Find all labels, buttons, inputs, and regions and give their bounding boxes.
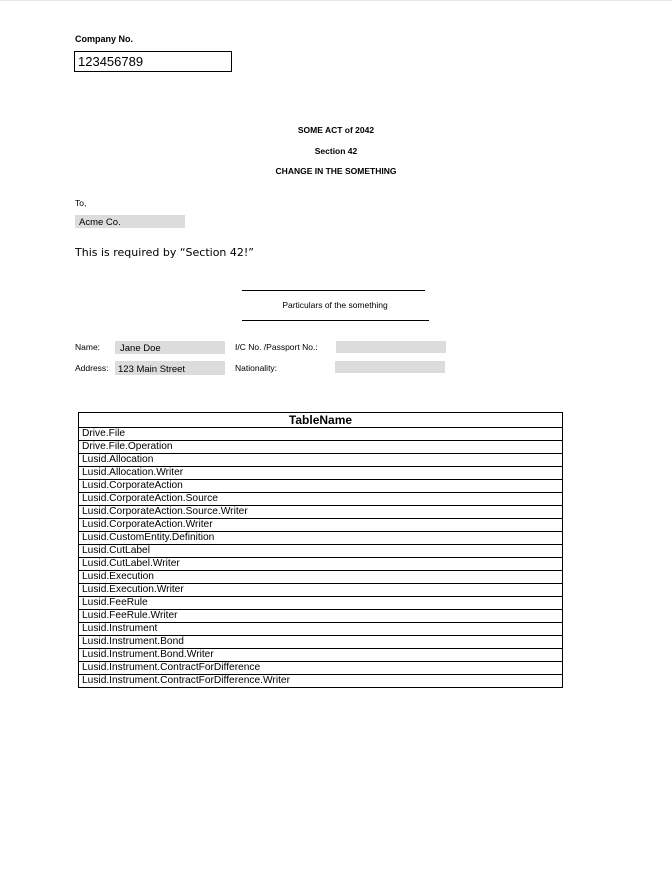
particulars-bottom-rule bbox=[242, 320, 429, 321]
table-cell: Lusid.Instrument.Bond.Writer bbox=[79, 649, 563, 662]
table-row bbox=[79, 584, 563, 597]
name-label: Name: bbox=[75, 342, 101, 352]
table-cell: Lusid.CutLabel.Writer bbox=[79, 558, 563, 571]
table-cell: Lusid.CorporateAction.Source.Writer bbox=[79, 506, 563, 519]
table-cell: Drive.File.Operation bbox=[79, 441, 563, 454]
table-row bbox=[79, 610, 563, 623]
table-cell: Lusid.Instrument.ContractForDifference bbox=[79, 662, 563, 675]
table-row bbox=[79, 441, 563, 454]
table-header-cell: TableName bbox=[79, 413, 563, 428]
page-top-border bbox=[0, 0, 672, 1]
required-statement: This is required by “Section 42!” bbox=[75, 246, 255, 259]
table-row bbox=[79, 571, 563, 584]
address-label: Address: bbox=[75, 363, 109, 373]
particulars-top-rule bbox=[242, 290, 425, 291]
table-cell: Lusid.Execution.Writer bbox=[79, 584, 563, 597]
table-row bbox=[79, 493, 563, 506]
table-row bbox=[79, 454, 563, 467]
table-names-table bbox=[78, 412, 563, 688]
table-cell: Lusid.CutLabel bbox=[79, 545, 563, 558]
table-row bbox=[79, 506, 563, 519]
table-cell: Lusid.Execution bbox=[79, 571, 563, 584]
table-cell: Lusid.CorporateAction.Source bbox=[79, 493, 563, 506]
nationality-field[interactable] bbox=[335, 361, 445, 373]
table-cell: Lusid.CorporateAction bbox=[79, 480, 563, 493]
particulars-title: Particulars of the something bbox=[282, 300, 388, 310]
recipient-label: To, bbox=[75, 198, 87, 208]
table-cell: Lusid.FeeRule.Writer bbox=[79, 610, 563, 623]
table-cell: Lusid.Instrument bbox=[79, 623, 563, 636]
table-cell: Lusid.Instrument.Bond bbox=[79, 636, 563, 649]
company-number-field[interactable]: 123456789 bbox=[74, 51, 232, 72]
table-cell: Lusid.CustomEntity.Definition bbox=[79, 532, 563, 545]
table-row bbox=[79, 623, 563, 636]
ic-passport-field[interactable] bbox=[336, 341, 446, 353]
table-row bbox=[79, 519, 563, 532]
table-cell: Lusid.CorporateAction.Writer bbox=[79, 519, 563, 532]
table-cell: Lusid.Instrument.ContractForDifference.Writer bbox=[79, 675, 563, 688]
change-heading: CHANGE IN THE SOMETHING bbox=[275, 166, 397, 176]
table-container bbox=[78, 412, 563, 688]
table-row bbox=[79, 480, 563, 493]
table-row bbox=[79, 675, 563, 688]
table-header-row bbox=[79, 413, 563, 428]
address-field[interactable]: 123 Main Street bbox=[115, 361, 225, 375]
section-heading: Section 42 bbox=[314, 146, 358, 156]
table-row bbox=[79, 649, 563, 662]
ic-passport-label: I/C No. /Passport No.: bbox=[235, 342, 318, 352]
table-body bbox=[79, 428, 563, 688]
table-row bbox=[79, 467, 563, 480]
table-row bbox=[79, 597, 563, 610]
nationality-label: Nationality: bbox=[235, 363, 278, 373]
act-heading: SOME ACT of 2042 bbox=[297, 125, 375, 135]
table-row bbox=[79, 636, 563, 649]
table-row bbox=[79, 558, 563, 571]
table-row bbox=[79, 545, 563, 558]
table-row bbox=[79, 428, 563, 441]
table-cell: Lusid.Allocation.Writer bbox=[79, 467, 563, 480]
table-row bbox=[79, 662, 563, 675]
company-number-label: Company No. bbox=[75, 34, 134, 44]
table-cell: Drive.File bbox=[79, 428, 563, 441]
table-row bbox=[79, 532, 563, 545]
table-cell: Lusid.FeeRule bbox=[79, 597, 563, 610]
table-cell: Lusid.Allocation bbox=[79, 454, 563, 467]
name-field[interactable]: Jane Doe bbox=[115, 341, 225, 354]
recipient-field[interactable]: Acme Co. bbox=[75, 215, 185, 228]
